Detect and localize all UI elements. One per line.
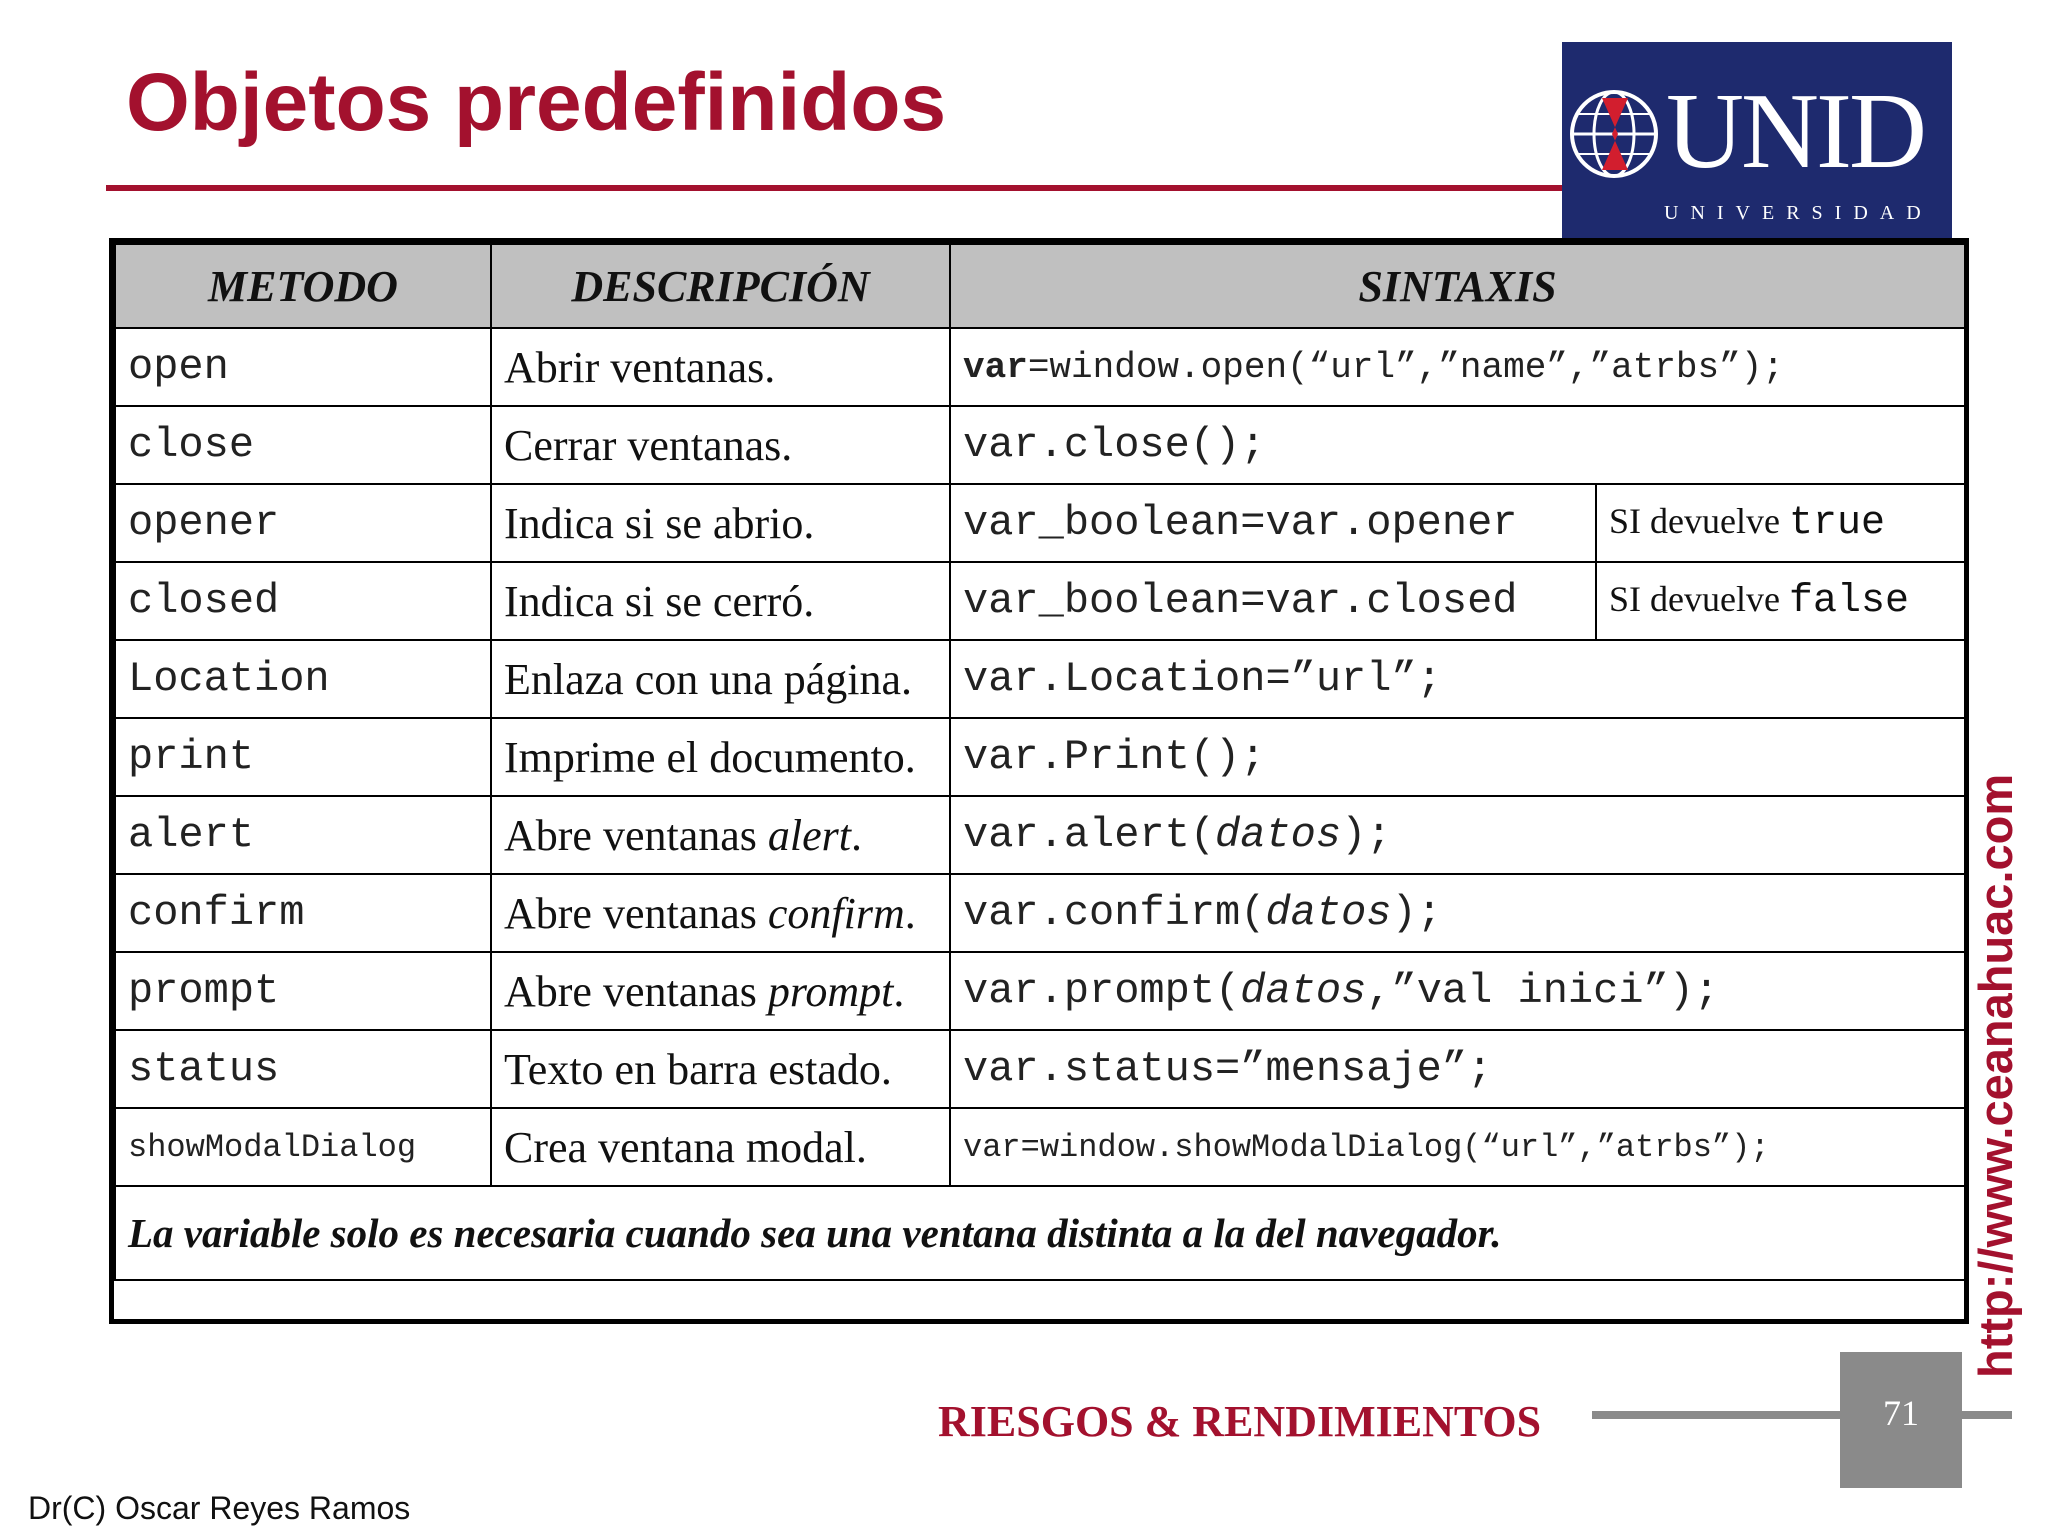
metodo-cell: print <box>115 718 491 796</box>
methods-table <box>109 238 1969 1324</box>
table-row <box>115 640 1965 718</box>
sintaxis-text: ,”val inici”); <box>1366 967 1720 1015</box>
descripcion-text: Abre ventanas <box>504 888 768 938</box>
sintaxis-text: ); <box>1391 889 1442 937</box>
sintaxis-param: datos <box>1215 811 1342 859</box>
sintaxis-cell: var_boolean=var.closed <box>950 562 1596 640</box>
table-row <box>115 874 1965 952</box>
descripcion-cell <box>491 874 950 952</box>
metodo-cell: Location <box>115 640 491 718</box>
metodo-cell: confirm <box>115 874 491 952</box>
sintaxis-param: datos <box>1265 889 1392 937</box>
metodo-cell: prompt <box>115 952 491 1030</box>
sintaxis-cell: var.Location=”url”; <box>950 640 1965 718</box>
descripcion-cell: Indica si se cerró. <box>491 562 950 640</box>
descripcion-cell: Cerrar ventanas. <box>491 406 950 484</box>
descripcion-cell: Imprime el documento. <box>491 718 950 796</box>
descripcion-emphasis: alert <box>767 810 852 860</box>
metodo-cell: closed <box>115 562 491 640</box>
sintaxis-cell: var.Print(); <box>950 718 1965 796</box>
table-footer-row <box>115 1186 1965 1280</box>
table-row <box>115 718 1965 796</box>
header-sintaxis: SINTAXIS <box>950 244 1965 328</box>
return-note-cell <box>1596 484 1965 562</box>
return-note-label: SI devuelve <box>1609 501 1780 541</box>
table-row <box>115 796 1965 874</box>
descripcion-text: . <box>851 810 863 860</box>
page-number: 71 <box>1883 1393 1919 1433</box>
descripcion-text: . <box>893 966 905 1016</box>
descripcion-cell <box>491 796 950 874</box>
title-divider <box>106 185 1562 191</box>
sintaxis-text: var.confirm( <box>963 889 1266 937</box>
descripcion-cell: Crea ventana modal. <box>491 1108 950 1186</box>
logo-subtitle: UNIVERSIDAD <box>1664 202 1933 224</box>
sintaxis-text: ); <box>1341 811 1392 859</box>
descripcion-text: Abre ventanas <box>504 966 768 1016</box>
header-descripcion: DESCRIPCIÓN <box>491 244 950 328</box>
sintaxis-param: datos <box>1240 967 1367 1015</box>
metodo-cell: alert <box>115 796 491 874</box>
metodo-cell: status <box>115 1030 491 1108</box>
metodo-cell: open <box>115 328 491 406</box>
footer-title: RIESGOS & RENDIMIENTOS <box>938 1397 1542 1446</box>
return-note-label: SI devuelve <box>1609 579 1780 619</box>
metodo-cell: showModalDialog <box>115 1108 491 1186</box>
sintaxis-cell: var.close(); <box>950 406 1965 484</box>
table-row <box>115 562 1965 640</box>
sintaxis-text: var.prompt( <box>963 967 1241 1015</box>
descripcion-cell: Enlaza con una página. <box>491 640 950 718</box>
logo-wordmark: UNID <box>1666 72 1924 191</box>
sintaxis-cell <box>950 328 1965 406</box>
descripcion-emphasis: prompt <box>767 966 894 1016</box>
table-row <box>115 406 1965 484</box>
descripcion-cell: Abrir ventanas. <box>491 328 950 406</box>
metodo-cell: opener <box>115 484 491 562</box>
sintaxis-cell: var.status=”mensaje”; <box>950 1030 1965 1108</box>
return-note-value: true <box>1788 501 1885 546</box>
table-header-row <box>115 244 1965 328</box>
unid-logo <box>1562 42 1952 240</box>
header-metodo: METODO <box>115 244 491 328</box>
sintaxis-cell: var_boolean=var.opener <box>950 484 1596 562</box>
sintaxis-keyword: var <box>963 346 1028 388</box>
descripcion-cell <box>491 952 950 1030</box>
return-note-value: false <box>1788 579 1909 624</box>
descripcion-text: . <box>904 888 916 938</box>
descripcion-cell: Indica si se abrio. <box>491 484 950 562</box>
metodo-cell: close <box>115 406 491 484</box>
descripcion-text: Abre ventanas <box>504 810 768 860</box>
descripcion-emphasis: confirm <box>767 888 905 938</box>
table-row <box>115 484 1965 562</box>
table-row <box>115 1108 1965 1186</box>
author-credit: Dr(C) Oscar Reyes Ramos <box>28 1490 411 1526</box>
sintaxis-cell <box>950 952 1965 1030</box>
slide-title: Objetos predefinidos <box>126 57 947 148</box>
sintaxis-text: =window.open(“url”,”name”,”atrbs”); <box>1027 346 1784 388</box>
sintaxis-cell <box>950 796 1965 874</box>
table-row <box>115 1030 1965 1108</box>
table-row <box>115 328 1965 406</box>
table-row <box>115 952 1965 1030</box>
globe-icon <box>1568 88 1660 180</box>
table-footer-note: La variable solo es necesaria cuando sea una ventana distinta a la del navegador. <box>115 1186 1965 1280</box>
side-url-link[interactable]: http://www.ceanahuac.com <box>1969 773 2022 1378</box>
sintaxis-text: var.alert( <box>963 811 1216 859</box>
descripcion-cell: Texto en barra estado. <box>491 1030 950 1108</box>
sintaxis-cell: var=window.showModalDialog(“url”,”atrbs”); <box>950 1108 1965 1186</box>
sintaxis-cell <box>950 874 1965 952</box>
return-note-cell <box>1596 562 1965 640</box>
